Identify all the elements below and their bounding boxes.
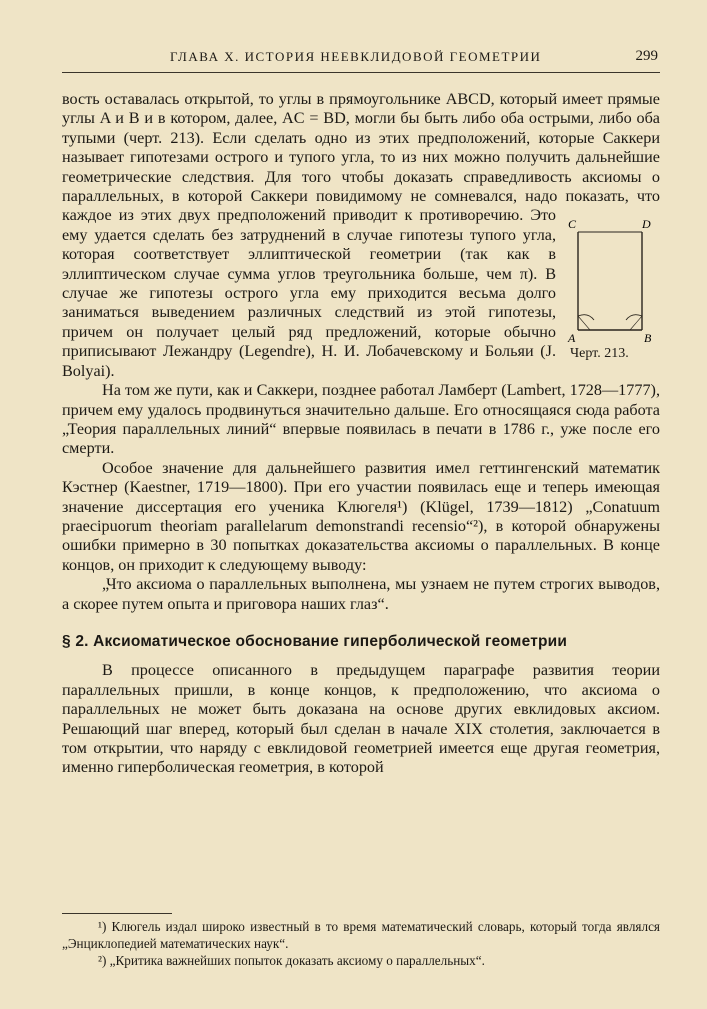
paragraph-section-2: В процессе описанного в предыдущем параграфе развития теории параллельных пришли, в конце концов, к предположению, что аксиома о параллельных не может быть доказана на основе других евклидовых аксиом. Решающий шаг вперед, который был сделан в начале XIX столетия, заключается в том открытии, что наряду с евклидовой геометрией имеется еще другая геометрия, именно гиперболическая геометрия, в которой [62,661,660,777]
rectangle-diagram [564,208,660,366]
page-number: 299 [635,48,658,64]
vertex-d-label: D [642,217,651,232]
paragraph-text: вость оставалась открытой, то углы в прямоугольнике ABCD, который имеет прямые углы A и B и в котором, далее, AC = BD, могли бы быть либо оба острыми, либо оба тупыми (черт. 213). Если сделать одно из этих предположений, которые Саккери называет гипотезами острого и тупого угла, то из них можно получить дальнейшие геометрические следствия. Для того чтобы доказать справедливость аксиомы о параллельных, в которой Саккери повидимому не сомневался, надо показать, что каждое из этих двух предположений приводит к противоречию. Это [62,90,660,225]
section-heading: § 2. Аксиоматическое обоснование гиперболической геометрии [62,632,568,650]
paragraph-lambert: На том же пути, как и Саккери, позднее работал Ламберт (Lambert, 1728—1777), причем ему удалось продвинуться значительно дальше. Его относящаяся сюда работа „Теория параллельных линий“ впервые появилась в печати в 1786 г., уже после его смерти. [62,381,660,458]
footnote-2: ²) „Критика важнейших попыток доказать аксиому о параллельных“. [98,953,485,968]
paragraph-kaestner: Особое значение для дальнейшего развития имел геттингенский математик Кэстнер (Kaestner, 1719—1800). При его участии появилась еще и теперь имеющая значение диссертация его ученика Клюгеля¹) (Klügel, 1739—1812) „Conatuum praecipuorum theoriam parallelarum demonstrandi recensio“²), в которой обнаружены ошибки примерно в 30 попытках доказательства аксиомы о параллельных. В конце концов, он приходит к следующему выводу: [62,458,660,574]
figure-caption: Черт. 213. [570,346,629,362]
paragraph-saccheri [62,90,660,381]
quotation: „Что аксиома о параллельных выполнена, мы узнаем не путем строгих выводов, а скорее путем опыта и приговора наших глаз“. [62,575,660,613]
vertex-a-label: A [568,331,576,346]
running-head: ГЛАВА X. ИСТОРИЯ НЕЕВКЛИДОВОЙ ГЕОМЕТРИИ [170,49,542,64]
vertex-b-label: B [644,331,652,346]
vertex-c-label: C [568,217,577,232]
figure-213 [564,208,660,366]
page-header [62,46,660,73]
main-text [62,90,660,778]
paragraph-text-continued: ему удается сделать без затруднений в случае гипотезы тупого угла, которая соответствует эллиптической геометрии (так как в эллиптическом случае сумма углов треугольника больше, чем π). В случае же гипотезы острого угла ему приходится весьма долго заниматься выведением различных следствий из этой гипотезы, причем он получает целый ряд предложений, которые обычно приписывают Лежандру (Legendre), Н. И. Лобачевскому и Больяи (J. Bolyai). [62,225,556,380]
footnote-1: ¹) Клюгель издал широко известный в то время математический словарь, который тогда являлся „Энциклопедией математических наук“. [62,919,660,951]
footnotes [62,918,660,969]
footnote-divider [62,913,172,914]
